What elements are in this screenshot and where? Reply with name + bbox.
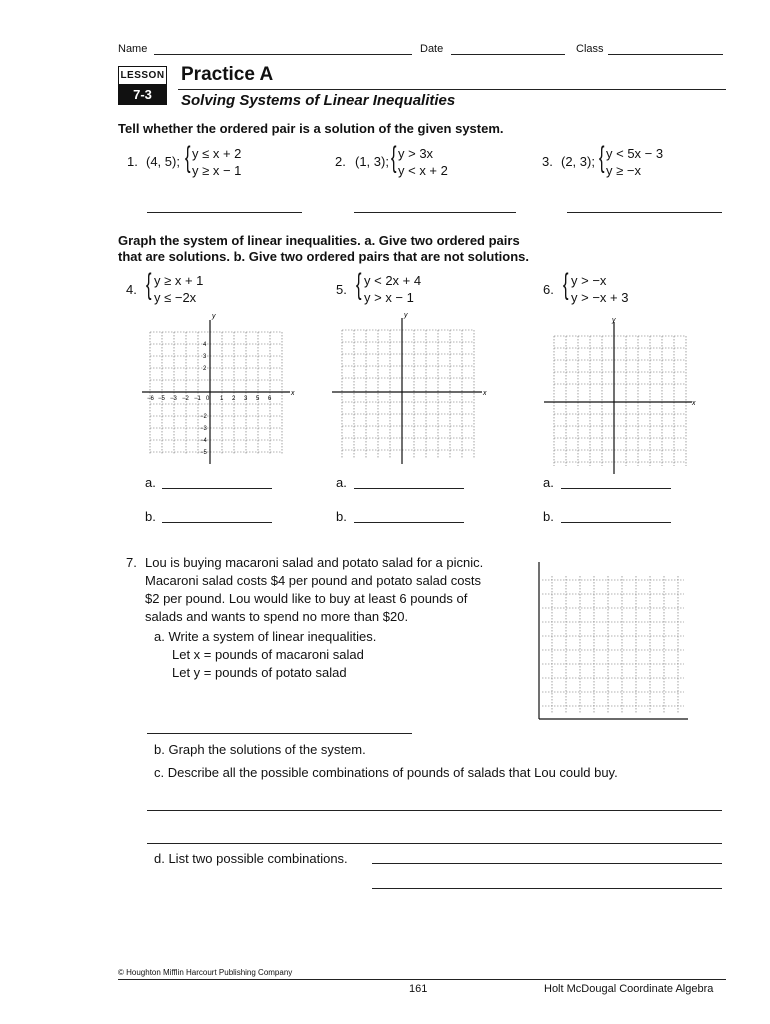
problem-2-system xyxy=(398,145,448,179)
lesson-badge-label: LESSON xyxy=(118,66,167,84)
problem-7-part-b: b. Graph the solutions of the system. xyxy=(154,742,366,757)
problem-5-answer-a-label: a. xyxy=(336,475,347,490)
problem-6-system xyxy=(571,272,628,306)
problem-4-ineq1: y ≥ x + 1 xyxy=(154,273,204,288)
lesson-badge xyxy=(118,66,167,106)
problem-7-line: $2 per pound. Lou would like to buy at least 6 pounds of xyxy=(145,591,468,606)
graph-4-y-tick: −5 xyxy=(200,450,207,456)
problem-4-brace: { xyxy=(146,268,152,301)
problem-4-graph[interactable] xyxy=(140,312,300,472)
problem-7-part-d-answer-line-1[interactable] xyxy=(372,863,722,864)
name-field[interactable] xyxy=(154,54,412,55)
graph-5-y-label: y xyxy=(404,312,408,319)
graph-6-grid xyxy=(554,336,686,466)
problem-7-let-x: Let x = pounds of macaroni salad xyxy=(172,647,364,662)
problem-2-pair: (1, 3); xyxy=(355,154,389,169)
problem-7-number: 7. xyxy=(126,555,137,570)
class-label: Class xyxy=(576,43,604,55)
problem-6-answer-a-line[interactable] xyxy=(561,488,671,489)
date-field[interactable] xyxy=(451,54,565,55)
problem-5-ineq1: y < 2x + 4 xyxy=(364,273,422,288)
problem-7-graph[interactable] xyxy=(532,558,692,724)
page-title: Practice A xyxy=(181,64,274,85)
problem-5-answer-b-label: b. xyxy=(336,509,347,524)
problem-6-answer-b-label: b. xyxy=(543,509,554,524)
graph-4-x-tick: 5 xyxy=(256,396,260,402)
graph-6-x-label: x xyxy=(692,400,696,407)
problem-5-graph[interactable] xyxy=(330,312,490,472)
problem-4-answer-b-label: b. xyxy=(145,509,156,524)
problem-4-answer-a-line[interactable] xyxy=(162,488,272,489)
problem-5-answer-b-line[interactable] xyxy=(354,522,464,523)
problem-2-number: 2. xyxy=(335,154,346,169)
problem-2-ineq2: y < x + 2 xyxy=(398,163,448,178)
date-label: Date xyxy=(420,43,444,55)
problem-1-pair: (4, 5); xyxy=(146,154,180,169)
page-subtitle: Solving Systems of Linear Inequalities xyxy=(181,92,456,109)
problem-7-part-d: d. List two possible combinations. xyxy=(154,851,348,866)
problem-6-brace: { xyxy=(563,268,569,301)
graph-4-y-tick: 3 xyxy=(203,354,207,360)
problem-5-ineq2: y > x − 1 xyxy=(364,290,414,305)
graph-4-x-tick: 2 xyxy=(232,396,236,402)
section2-instruction-line1: Graph the system of linear inequalities. a. Give two ordered pairs xyxy=(118,233,520,248)
problem-4-number: 4. xyxy=(126,282,137,297)
problem-7-part-d-answer-line-2[interactable] xyxy=(372,888,722,889)
section1-instruction: Tell whether the ordered pair is a solution of the given system. xyxy=(118,121,504,136)
problem-3-ineq2: y ≥ −x xyxy=(606,163,641,178)
graph-4-x-label: x xyxy=(291,390,295,397)
graph-4-y-label: y xyxy=(212,313,216,320)
class-field[interactable] xyxy=(608,54,723,55)
problem-7-text xyxy=(145,554,525,626)
problem-7-part-a-answer-line[interactable] xyxy=(147,733,412,734)
name-label: Name xyxy=(118,43,148,55)
problem-6-graph[interactable] xyxy=(540,314,700,478)
problem-6-answer-a-label: a. xyxy=(543,475,554,490)
problem-3-brace: { xyxy=(599,141,605,174)
problem-1-brace: { xyxy=(185,141,191,174)
problem-7-line: Macaroni salad costs $4 per pound and potato salad costs xyxy=(145,573,482,588)
problem-1-answer-line[interactable] xyxy=(147,212,302,213)
graph-4-y-tick: −3 xyxy=(200,426,207,432)
graph-4-x-tick: −5 xyxy=(158,396,165,402)
graph-4-y-tick: −4 xyxy=(200,438,207,444)
copyright: © Houghton Mifflin Harcourt Publishing Company xyxy=(118,968,293,977)
problem-5-brace: { xyxy=(356,268,362,301)
graph-4-x-tick: 6 xyxy=(268,396,272,402)
problem-5-answer-a-line[interactable] xyxy=(354,488,464,489)
problem-3-pair: (2, 3); xyxy=(561,154,595,169)
problem-1-system xyxy=(192,145,241,179)
problem-2-answer-line[interactable] xyxy=(354,212,516,213)
lesson-number: 7-3 xyxy=(118,84,167,105)
problem-4-ineq2: y ≤ −2x xyxy=(154,290,197,305)
graph-4-x-tick: 0 xyxy=(206,396,210,402)
problem-7-let-y: Let y = pounds of potato salad xyxy=(172,665,347,680)
graph-5-x-label: x xyxy=(483,390,487,397)
book-title: Holt McDougal Coordinate Algebra xyxy=(544,983,714,995)
problem-3-ineq1: y < 5x − 3 xyxy=(606,146,664,161)
graph-4-y-tick: 2 xyxy=(203,366,207,372)
graph-4-x-tick: −3 xyxy=(170,396,177,402)
footer-divider xyxy=(118,979,726,980)
problem-5-number: 5. xyxy=(336,282,347,297)
graph-4-x-tick: 3 xyxy=(244,396,248,402)
problem-1-number: 1. xyxy=(127,154,138,169)
graph-4-y-tick: 4 xyxy=(203,342,207,348)
problem-6-ineq2: y > −x + 3 xyxy=(571,290,629,305)
problem-2-ineq1: y > 3x xyxy=(398,146,434,161)
page-number: 161 xyxy=(409,983,428,995)
graph-4-x-tick: −6 xyxy=(147,396,154,402)
problem-7-part-a: a. Write a system of linear inequalities. xyxy=(154,629,377,644)
problem-4-answer-a-label: a. xyxy=(145,475,156,490)
problem-7-line: salads and wants to spend no more than $20. xyxy=(145,609,409,624)
graph-7-grid xyxy=(542,576,684,714)
problem-3-answer-line[interactable] xyxy=(567,212,722,213)
problem-4-system xyxy=(154,272,203,306)
title-divider xyxy=(178,89,726,90)
problem-3-system xyxy=(606,145,663,179)
graph-5-grid xyxy=(342,330,474,458)
problem-7-part-c-answer-line-2[interactable] xyxy=(147,843,722,844)
problem-5-system xyxy=(364,272,421,306)
problem-1-ineq2: y ≥ x − 1 xyxy=(192,163,242,178)
problem-3-number: 3. xyxy=(542,154,553,169)
problem-6-ineq1: y > −x xyxy=(571,273,607,288)
problem-6-number: 6. xyxy=(543,282,554,297)
problem-7-line: Lou is buying macaroni salad and potato salad for a picnic. xyxy=(145,555,484,570)
graph-4-x-tick: −1 xyxy=(194,396,201,402)
problem-6-answer-b-line[interactable] xyxy=(561,522,671,523)
graph-4-y-tick: −2 xyxy=(200,414,207,420)
graph-6-y-label: y xyxy=(612,317,616,324)
section2-instruction-line2: that are solutions. b. Give two ordered pairs that are not solutions. xyxy=(118,249,530,264)
graph-4-x-tick: 1 xyxy=(220,396,224,402)
problem-1-ineq1: y ≤ x + 2 xyxy=(192,146,242,161)
graph-4-grid xyxy=(150,332,282,454)
problem-4-answer-b-line[interactable] xyxy=(162,522,272,523)
problem-7-part-c: c. Describe all the possible combinations of pounds of salads that Lou could buy. xyxy=(154,765,618,780)
graph-4-x-tick: −2 xyxy=(182,396,189,402)
problem-7-part-c-answer-line-1[interactable] xyxy=(147,810,722,811)
problem-2-brace: { xyxy=(391,141,397,174)
